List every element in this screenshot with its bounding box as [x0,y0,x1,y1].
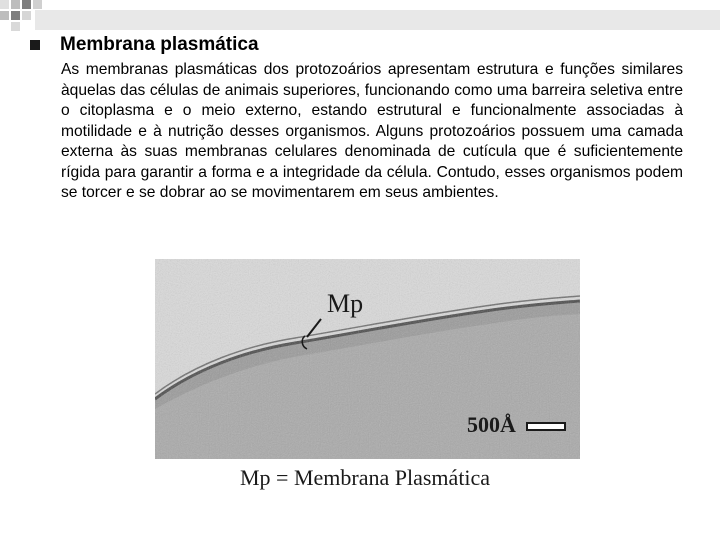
decorative-header-squares [0,0,720,36]
heading-row [30,34,259,56]
micrograph-image [155,259,580,459]
membrane-label: Mp [327,289,364,318]
figure-caption: Mp = Membrana Plasmática [240,465,491,490]
square-bullet-icon [30,40,40,50]
scale-bar-label: 500Å [467,412,516,437]
slide-heading: Membrana plasmática [60,34,259,55]
body-paragraph: As membranas plasmáticas dos protozoários apresentam estrutura e funções similares àquelas das células de animais superiores, funcionando como uma barreira seletiva entre o citoplasma e o meio externo, estando estrutural e funcionalmente associadas à motilidade e à nutrição desses organismos. Alguns protozoários possuem uma camada externa às suas membranas celulares denominada de cutícula que é suficientemente rígida para garantir a forma e a integridade da célula. Contudo, esses organismos podem se torcer e se dobrar ao se movimentarem em seus ambientes. [61,61,683,201]
